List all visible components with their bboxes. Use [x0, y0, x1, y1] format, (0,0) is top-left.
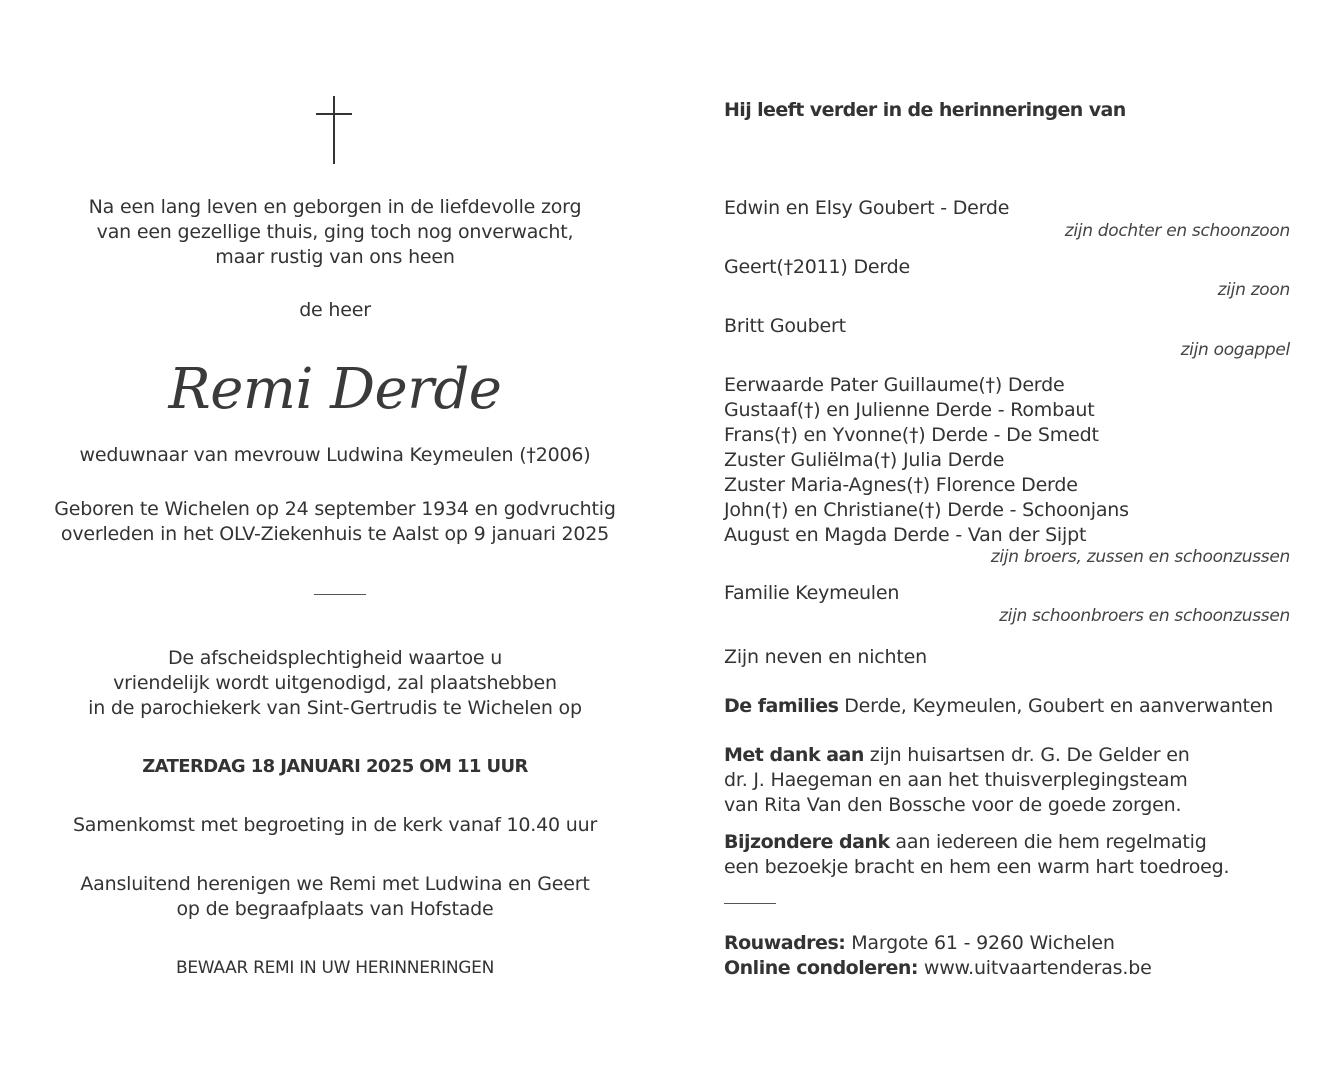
condolence-label: Online condoleren: [724, 957, 919, 979]
ceremony-text: De afscheidsplechtigheid waartoe u vriendelijk wordt uitgenodigd, zal plaatshebben in de parochiekerk van Sint-Gertrudis te Wichelen op [88, 647, 582, 719]
families-line [724, 694, 1290, 719]
siblings-list [724, 373, 1290, 548]
gathering-text: Samenkomst met begroeting in de kerk vanaf 10.40 uur [72, 814, 598, 836]
family-member: Zuster Maria-Agnes(†) Florence Derde [724, 474, 1078, 496]
memories-heading: Hij leeft verder in de herinneringen van [724, 99, 1126, 121]
thanks-label: Met dank aan [724, 744, 864, 766]
family-member: August en Magda Derde - Van der Sijpt [724, 524, 1087, 546]
special-thanks-label: Bijzondere dank [724, 831, 890, 853]
divider [314, 594, 366, 595]
condolence-line [724, 956, 1290, 981]
family-member: Familie Keymeulen [724, 582, 900, 604]
divider [724, 903, 776, 904]
families-text: Derde, Keymeulen, Goubert en aanverwanten [838, 695, 1274, 717]
cross-icon [316, 96, 352, 166]
family-member: Britt Goubert [724, 315, 846, 337]
relation-label: zijn dochter en schoonzoon [1064, 221, 1290, 241]
intro-text: Na een lang leven en geborgen in de liefdevolle zorg van een gezellige thuis, ging toch nog onverwacht, maar rustig van ons heen [88, 196, 582, 268]
address-line [724, 931, 1290, 956]
special-thanks-text: Bijzondere dank aan iedereen die hem regelmatig een bezoekje bracht en hem een warm hart toedroeg. [724, 831, 1230, 878]
honorific: de heer [299, 299, 371, 321]
cousins-line: Zijn neven en nichten [724, 646, 927, 668]
condolence-link[interactable]: www.uitvaartenderas.be [918, 957, 1152, 979]
deceased-name: Remi Derde [168, 357, 502, 422]
address-value: Margote 61 - 9260 Wichelen [845, 932, 1115, 954]
relation-label: zijn oogappel [1180, 340, 1290, 360]
families-label: De families [724, 695, 839, 717]
thanks-text: Met dank aan zijn huisartsen dr. G. De Gelder en dr. J. Haegeman en aan het thuisverplegingsteam van Rita Van den Bossche voor de goede zorgen. [724, 744, 1190, 816]
relation-label: zijn zoon [1217, 280, 1290, 300]
family-member: Gustaaf(†) en Julienne Derde - Rombaut [724, 399, 1095, 421]
ceremony-date: ZATERDAG 18 JANUARI 2025 OM 11 UUR [142, 756, 528, 777]
family-member: Edwin en Elsy Goubert - Derde [724, 197, 1010, 219]
family-member: Zuster Guliëlma(†) Julia Derde [724, 449, 1005, 471]
relation-label: zijn broers, zussen en schoonzussen [990, 547, 1290, 567]
family-member: Frans(†) en Yvonne(†) Derde - De Smedt [724, 424, 1099, 446]
family-member: Eerwaarde Pater Guillaume(†) Derde [724, 374, 1065, 396]
birth-death-text: Geboren te Wichelen op 24 september 1934 en godvruchtig overleden in het OLV-Ziekenhuis te Aalst op 9 januari 2025 [54, 498, 616, 545]
widower-line: weduwnaar van mevrouw Ludwina Keymeulen (†2006) [79, 444, 591, 466]
relation-label: zijn schoonbroers en schoonzussen [999, 606, 1290, 626]
family-member: John(†) en Christiane(†) Derde - Schoonjans [724, 499, 1129, 521]
family-member: Geert(†2011) Derde [724, 256, 911, 278]
address-label: Rouwadres: [724, 932, 846, 954]
keep-in-memory: BEWAAR REMI IN UW HERINNERINGEN [175, 958, 495, 978]
burial-text: Aansluitend herenigen we Remi met Ludwina en Geert op de begraafplaats van Hofstade [80, 873, 590, 920]
